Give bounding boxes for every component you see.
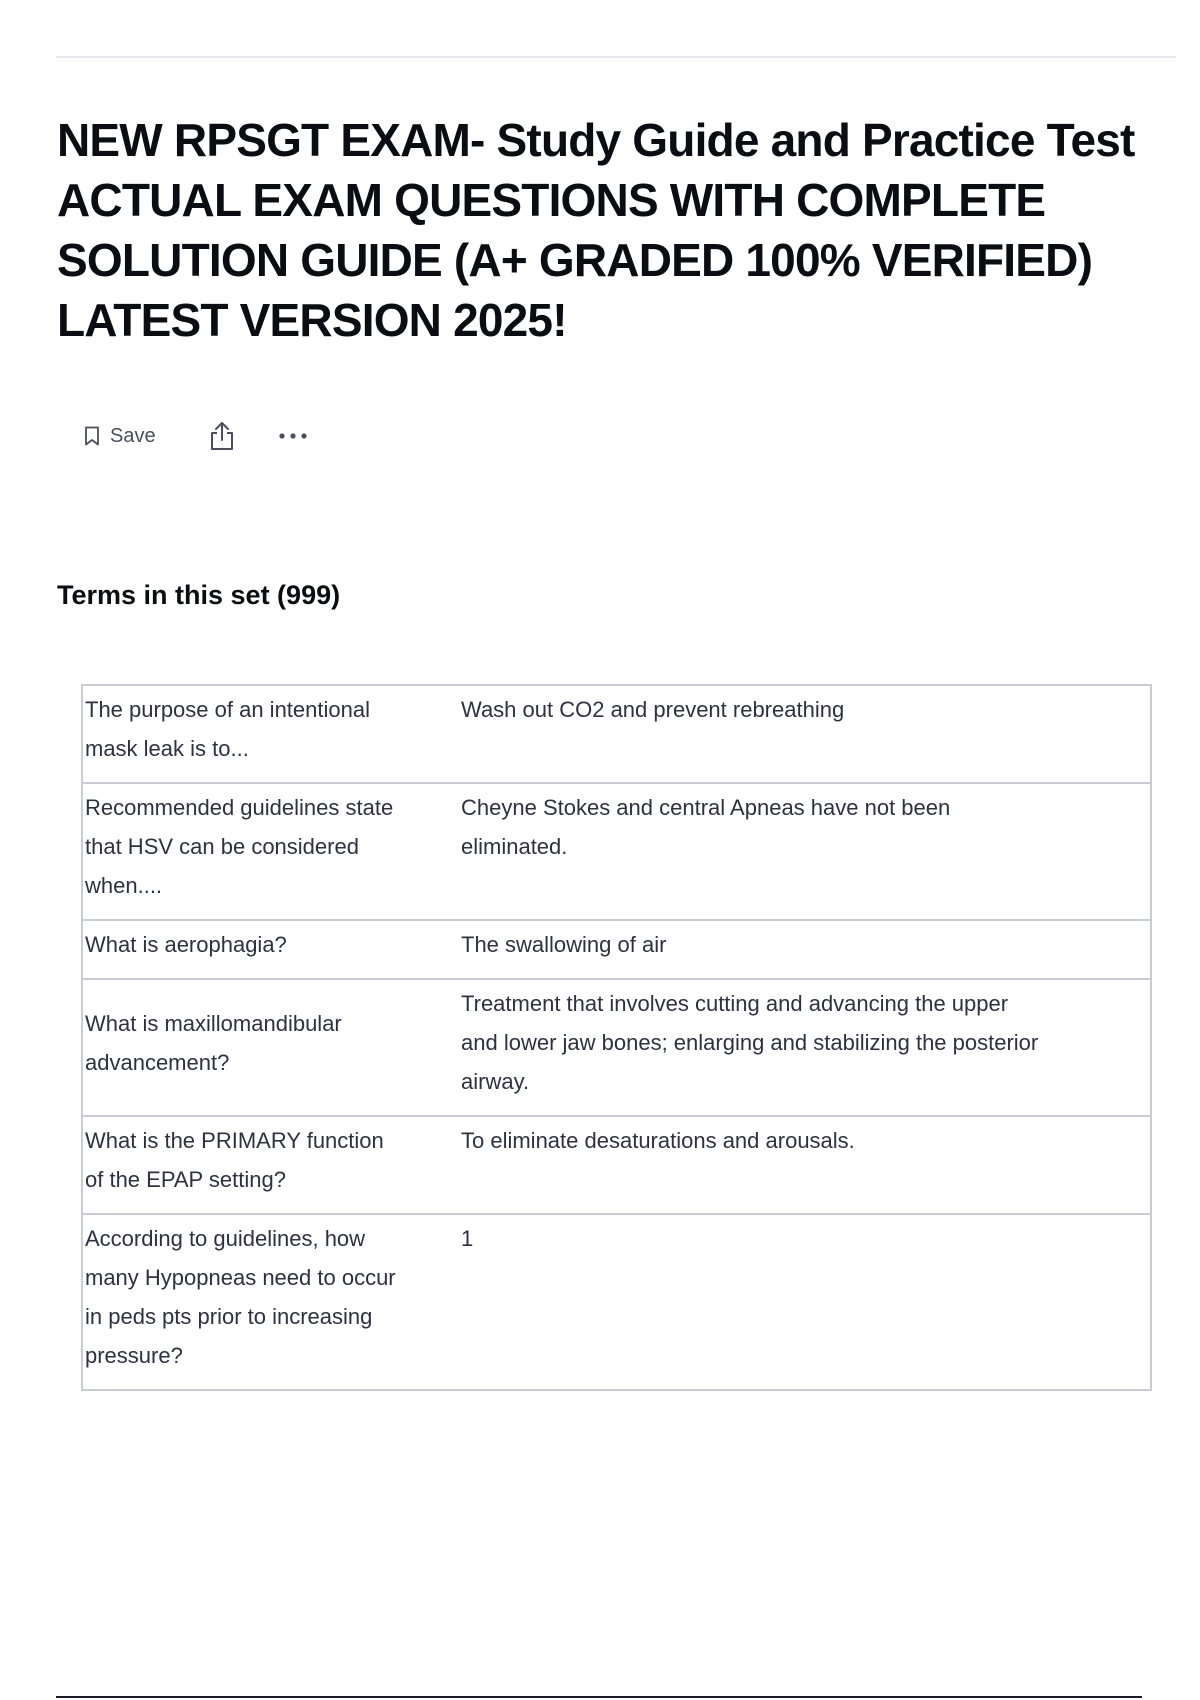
term-row [82, 920, 1151, 979]
more-icon [278, 432, 308, 440]
term-row [82, 1214, 1151, 1390]
term-cell: Recommended guidelines state that HSV can be considered when.... [82, 783, 411, 920]
definition-cell: Cheyne Stokes and central Apneas have not been eliminated. [411, 783, 1151, 920]
term-row [82, 685, 1151, 783]
term-row [82, 783, 1151, 920]
bottom-divider [56, 1696, 1142, 1698]
save-button[interactable] [84, 425, 156, 448]
terms-table [81, 684, 1152, 1391]
term-row [82, 1116, 1151, 1214]
definition-cell: Wash out CO2 and prevent rebreathing [411, 685, 1151, 783]
bookmark-icon [84, 426, 100, 446]
definition-cell: To eliminate desaturations and arousals. [411, 1116, 1151, 1214]
term-cell: The purpose of an intentional mask leak is to... [82, 685, 411, 783]
save-label: Save [110, 424, 156, 447]
top-divider [56, 56, 1176, 58]
term-cell: What is aerophagia? [82, 920, 411, 979]
term-row [82, 979, 1151, 1116]
terms-heading: Terms in this set (999) [57, 580, 341, 610]
definition-cell: The swallowing of air [411, 920, 1151, 979]
term-cell: What is the PRIMARY function of the EPAP setting? [82, 1116, 411, 1214]
action-bar [84, 418, 308, 454]
share-icon [208, 420, 236, 452]
more-options-button[interactable] [278, 432, 308, 440]
definition-cell: Treatment that involves cutting and advancing the upper and lower jaw bones; enlarging and stabilizing the posterior airway. [411, 979, 1151, 1116]
definition-cell: 1 [411, 1214, 1151, 1390]
share-button[interactable] [208, 420, 236, 452]
term-cell: According to guidelines, how many Hypopneas need to occur in peds pts prior to increasing pressure? [82, 1214, 411, 1390]
page-title: NEW RPSGT EXAM- Study Guide and Practice Test ACTUAL EXAM QUESTIONS WITH COMPLETE SOLUTION GUIDE (A+ GRADED 100% VERIFIED) LATEST VERSION 2025! [57, 114, 1135, 346]
term-cell: What is maxillomandibular advancement? [82, 979, 411, 1116]
